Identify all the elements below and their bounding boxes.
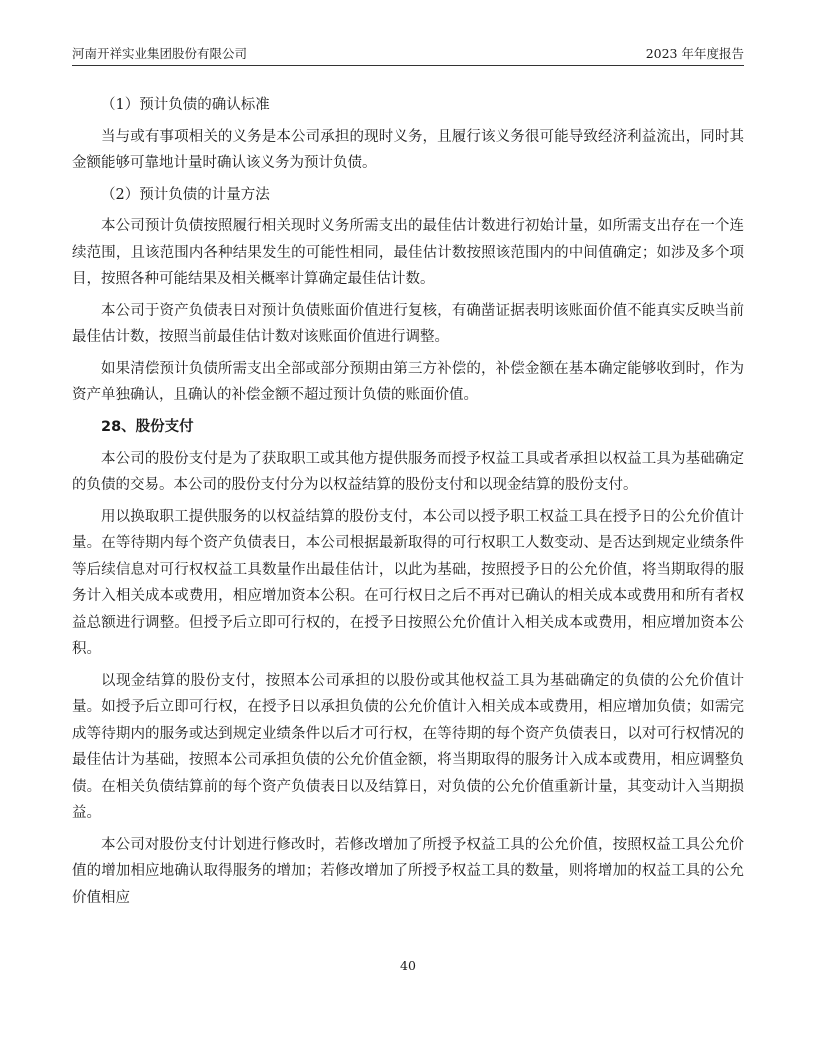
page-number: 40 [400, 958, 416, 973]
page-header [72, 46, 744, 62]
paragraph: 用以换取职工提供服务的以权益结算的股份支付，本公司以授予职工权益工具在授予日的公允价值计量。在等待期内每个资产负债表日，本公司根据最新取得的可行权职工人数变动、是否达到规定业绩条件等后续信息对可行权权益工具数量作出最佳估计，以此为基础，按照授予日的公允价值，将当期取得的服务计入相关成本或费用，相应增加资本公积。在可行权日之后不再对已确认的相关成本或费用和所有者权益总额进行调整。但授予后立即可行权的，在授予日按照公允价值计入相关成本或费用，相应增加资本公积。 [72, 508, 744, 657]
paragraph: 当与或有事项相关的义务是本公司承担的现时义务，且履行该义务很可能导致经济利益流出，同时其金额能够可靠地计量时确认该义务为预计负债。 [72, 128, 744, 171]
header-report-title: 2023 年年度报告 [645, 46, 744, 61]
section-heading: 28、股份支付 [101, 418, 194, 435]
paragraph: 本公司对股份支付计划进行修改时，若修改增加了所授予权益工具的公允价值，按照权益工具公允价值的增加相应地确认取得服务的增加；若修改增加了所授予权益工具的数量，则将增加的权益工具的公允价值相应 [72, 836, 744, 906]
document-body [72, 92, 744, 916]
subsection-title-recognition: （1）预计负债的确认标准 [101, 97, 270, 113]
subsection-title-measurement: （2）预计负债的计量方法 [101, 186, 270, 203]
paragraph: 如果清偿预计负债所需支出全部或部分预期由第三方补偿的，补偿金额在基本确定能够收到时，作为资产单独确认，且确认的补偿金额不超过预计负债的账面价值。 [72, 360, 744, 403]
paragraph: 以现金结算的股份支付，按照本公司承担的以股份或其他权益工具为基础确定的负债的公允价值计量。如授予后立即可行权，在授予日以承担负债的公允价值计入相关成本或费用，相应增加负债；如需完成等待期内的服务或达到规定业绩条件以后才可行权，在等待期的每个资产负债表日，以对可行权情况的最佳估计为基础，按照本公司承担负债的公允价值金额，将当期取得的服务计入成本或费用，相应调整负债。在相关负债结算前的每个资产负债表日以及结算日，对负债的公允价值重新计量，其变动计入当期损益。 [72, 672, 744, 821]
header-company-name: 河南开祥实业集团股份有限公司 [72, 46, 248, 61]
paragraph: 本公司的股份支付是为了获取职工或其他方提供服务而授予权益工具或者承担以权益工具为基础确定的负债的交易。本公司的股份支付分为以权益结算的股份支付和以现金结算的股份支付。 [72, 450, 744, 493]
paragraph: 本公司于资产负债表日对预计负债账面价值进行复核，有确凿证据表明该账面价值不能真实反映当前最佳估计数，按照当前最佳估计数对该账面价值进行调整。 [72, 302, 744, 345]
paragraph: 本公司预计负债按照履行相关现时义务所需支出的最佳估计数进行初始计量，如所需支出存在一个连续范围，且该范围内各种结果发生的可能性相同，最佳估计数按照该范围内的中间值确定；如涉及多个项目，按照各种可能结果及相关概率计算确定最佳估计数。 [72, 218, 744, 287]
header-divider [72, 65, 744, 66]
